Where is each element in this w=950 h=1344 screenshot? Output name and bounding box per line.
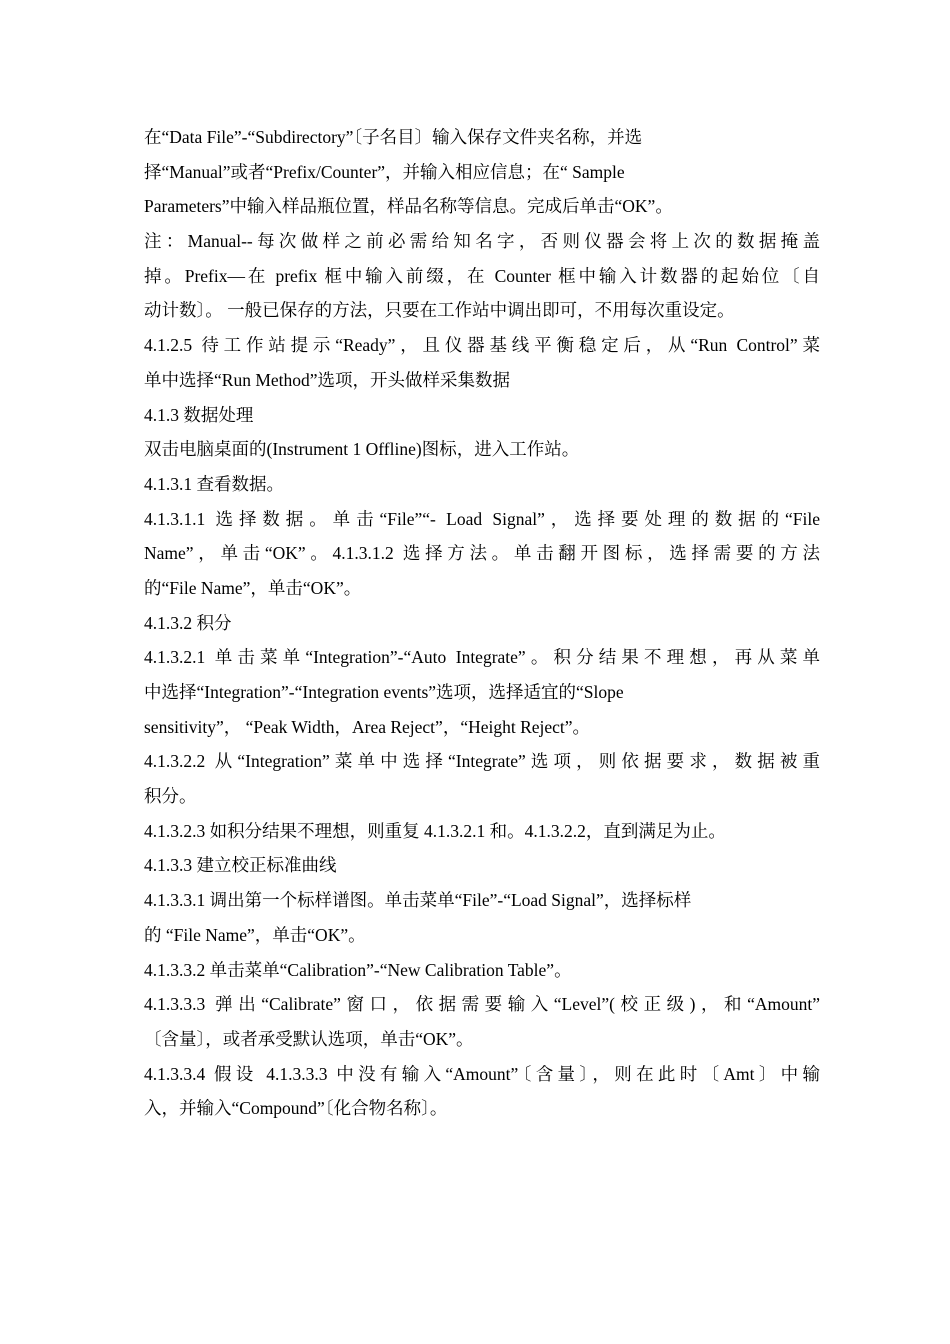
text-line: 4.1.3.3.1 调出第一个标样谱图。单击菜单“File”-“Load Signal”，选择标样 [144,890,692,911]
text-line: 双击电脑桌面的(Instrument 1 Offline)图标，进入工作站。 [144,439,580,460]
text-line: 单中选择“Run Method”选项，开头做样采集数据 [144,369,511,390]
text-line: 中选择“Integration”-“Integration events”选项，选择适宜的“Slope [144,682,624,702]
text-line: 积分。 [144,786,197,807]
text-line: 〔含量〕，或者承受默认选项，单击“OK”。 [144,1028,474,1049]
text-line: 4.1.2.5 待工作站提示“Ready”，且仪器基线平衡稳定后，从“Run Control”菜 [144,335,820,356]
text-line: 动计数〕。 一般已保存的方法，只要在工作站中调出即可，不用每次重设定。 [144,300,735,321]
text-line: 4.1.3.2.2 从“Integration”菜单中选择“Integrate”选项，则依据要求，数据被重 [144,751,820,772]
text-line: 4.1.3.2 积分 [144,612,232,633]
text-line: 择“Manual”或者“Prefix/Counter”，并输入相应信息；在“ Sample [144,161,625,182]
text-line: Parameters”中输入样品瓶位置，样品名称等信息。完成后单击“OK”。 [144,196,673,217]
document-body [144,120,820,1126]
text-line: 掉。Prefix—在 prefix 框中输入前缀，在 Counter 框中输入计数器的起始位〔自 [144,265,820,286]
text-line: 入，并输入“Compound”〔化合物名称〕。 [144,1098,448,1119]
text-line: 4.1.3.2.3 如积分结果不理想，则重复 4.1.3.2.1 和。4.1.3.2.2，直到满足为止。 [144,820,726,841]
text-line: 4.1.3.2.1 单击菜单“Integration”-“Auto Integrate”。积分结果不理想，再从菜单 [144,647,820,668]
text-line: 4.1.3 数据处理 [144,404,254,425]
text-line: 4.1.3.1.1 选择数据。单击“File”“- Load Signal”，选择要处理的数据的“File [144,508,820,529]
text-line: Name”，单击“OK”。4.1.3.1.2 选择方法。单击翻开图标，选择需要的方法 [144,543,820,564]
text-line: 4.1.3.3.2 单击菜单“Calibration”-“New Calibration Table”。 [144,959,572,980]
text-line: 的 “File Name”，单击“OK”。 [144,924,366,945]
text-line: sensitivity”， “Peak Width，Area Reject”，“Height Reject”。 [144,716,591,737]
text-line: 注：Manual--每次做样之前必需给知名字，否则仪器会将上次的数据掩盖 [144,231,820,252]
text-line: 4.1.3.3.4 假设 4.1.3.3.3 中没有输入“Amount”〔含量〕，则在此时〔Amt〕中输 [144,1063,820,1084]
text-line: 4.1.3.3.3 弹出“Calibrate”窗口，依据需要输入“Level”(校正级)，和“Amount” [144,994,820,1015]
text-line: 4.1.3.3 建立校正标准曲线 [144,855,337,876]
text-line: 4.1.3.1 查看数据。 [144,473,284,494]
text-line: 的“File Name”，单击“OK”。 [144,577,362,598]
text-line: 在“Data File”-“Subdirectory”〔子名目〕输入保存文件夹名称，并选 [144,127,643,147]
